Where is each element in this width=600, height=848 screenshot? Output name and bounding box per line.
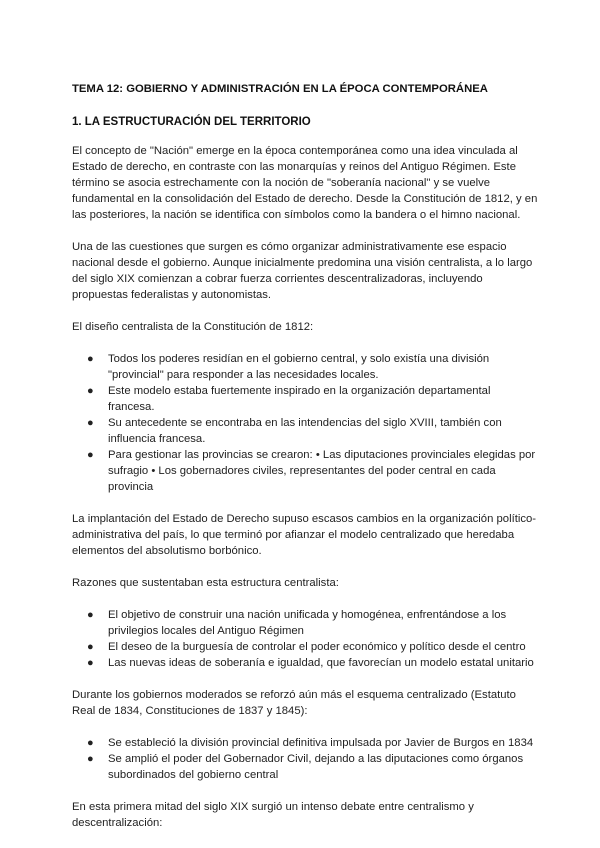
- list-item: ● Todos los poderes residían en el gobierno central, y solo existía una división "provincial" para responder a las necesidades locales.: [87, 353, 490, 381]
- list-item: ● El deseo de la burguesía de controlar el poder económico y político desde el centro: [87, 641, 526, 653]
- paragraph-organizacion: Una de las cuestiones que surgen es cómo organizar administrativamente ese espacio nacional desde el gobierno. Aunque inicialmente predomina una visión centralista, a lo largo del siglo XIX comienzan a cobrar fuerza corrientes descentralizadoras, incluyendo propuestas federalistas y autonomistas.: [72, 241, 533, 301]
- bullet-icon: ●: [87, 417, 94, 429]
- bullet-icon: ●: [87, 641, 94, 653]
- bullet-icon: ●: [87, 657, 94, 669]
- list-item: ● Se estableció la división provincial definitiva impulsada por Javier de Burgos en 1834: [87, 737, 534, 749]
- list-item: ● El objetivo de construir una nación unificada y homogénea, enfrentándose a los privilegios locales del Antiguo Régimen: [87, 609, 507, 637]
- bullet-icon: ●: [87, 753, 94, 765]
- bullet-icon: ●: [87, 449, 94, 461]
- paragraph-implantacion: La implantación del Estado de Derecho supuso escasos cambios en la organización político-administrativa del país, lo que terminó por afianzar el modelo centralizado que heredaba elementos del absolutismo borbónico.: [72, 513, 537, 557]
- paragraph-debate: En esta primera mitad del siglo XIX surgió un intenso debate entre centralismo y descentralización:: [72, 801, 474, 829]
- bullet-icon: ●: [87, 385, 94, 397]
- list-item: ● Su antecedente se encontraba en las intendencias del siglo XVIII, también con influencia francesa.: [87, 417, 502, 445]
- list-item: ● Para gestionar las provincias se crearon: • Las diputaciones provinciales elegidas por sufragio • Los gobernadores civiles, representantes del poder central en cada provincia: [87, 449, 536, 493]
- section-heading: 1. LA ESTRUCTURACIÓN DEL TERRITORIO: [72, 116, 311, 128]
- paragraph-nacion: El concepto de "Nación" emerge en la época contemporánea como una idea vinculada al Estado de derecho, en contraste con las monarquías y reinos del Antiguo Régimen. Este término se asocia estrechamente con la noción de "soberanía nacional" y se vuelve fundamental en la consolidación del Estado de derecho. Desde la Constitución de 1812, y en las posteriores, la nación se identifica con símbolos como la bandera o el himno nacional.: [72, 145, 538, 221]
- list-item: ● Este modelo estaba fuertemente inspirado en la organización departamental francesa.: [87, 385, 491, 413]
- list-moderates: [72, 735, 540, 783]
- paragraph-diseno-1812: El diseño centralista de la Constitución de 1812:: [72, 321, 314, 333]
- bullet-icon: ●: [87, 353, 94, 365]
- document-title: TEMA 12: GOBIERNO Y ADMINISTRACIÓN EN LA ÉPOCA CONTEMPORÁNEA: [72, 83, 488, 95]
- list-item: ● Se amplió el poder del Gobernador Civil, dejando a las diputaciones como órganos subordinados del gobierno central: [87, 753, 524, 781]
- list-item: ● Las nuevas ideas de soberanía e igualdad, que favorecían un modelo estatal unitario: [87, 657, 534, 669]
- bullet-icon: ●: [87, 737, 94, 749]
- paragraph-razones: Razones que sustentaban esta estructura centralista:: [72, 577, 339, 589]
- paragraph-moderados: Durante los gobiernos moderados se reforzó aún más el esquema centralizado (Estatuto Real de 1834, Constituciones de 1837 y 1845):: [72, 689, 516, 717]
- list-reasons: [72, 607, 540, 671]
- list-1812: [72, 351, 540, 495]
- bullet-icon: ●: [87, 609, 94, 621]
